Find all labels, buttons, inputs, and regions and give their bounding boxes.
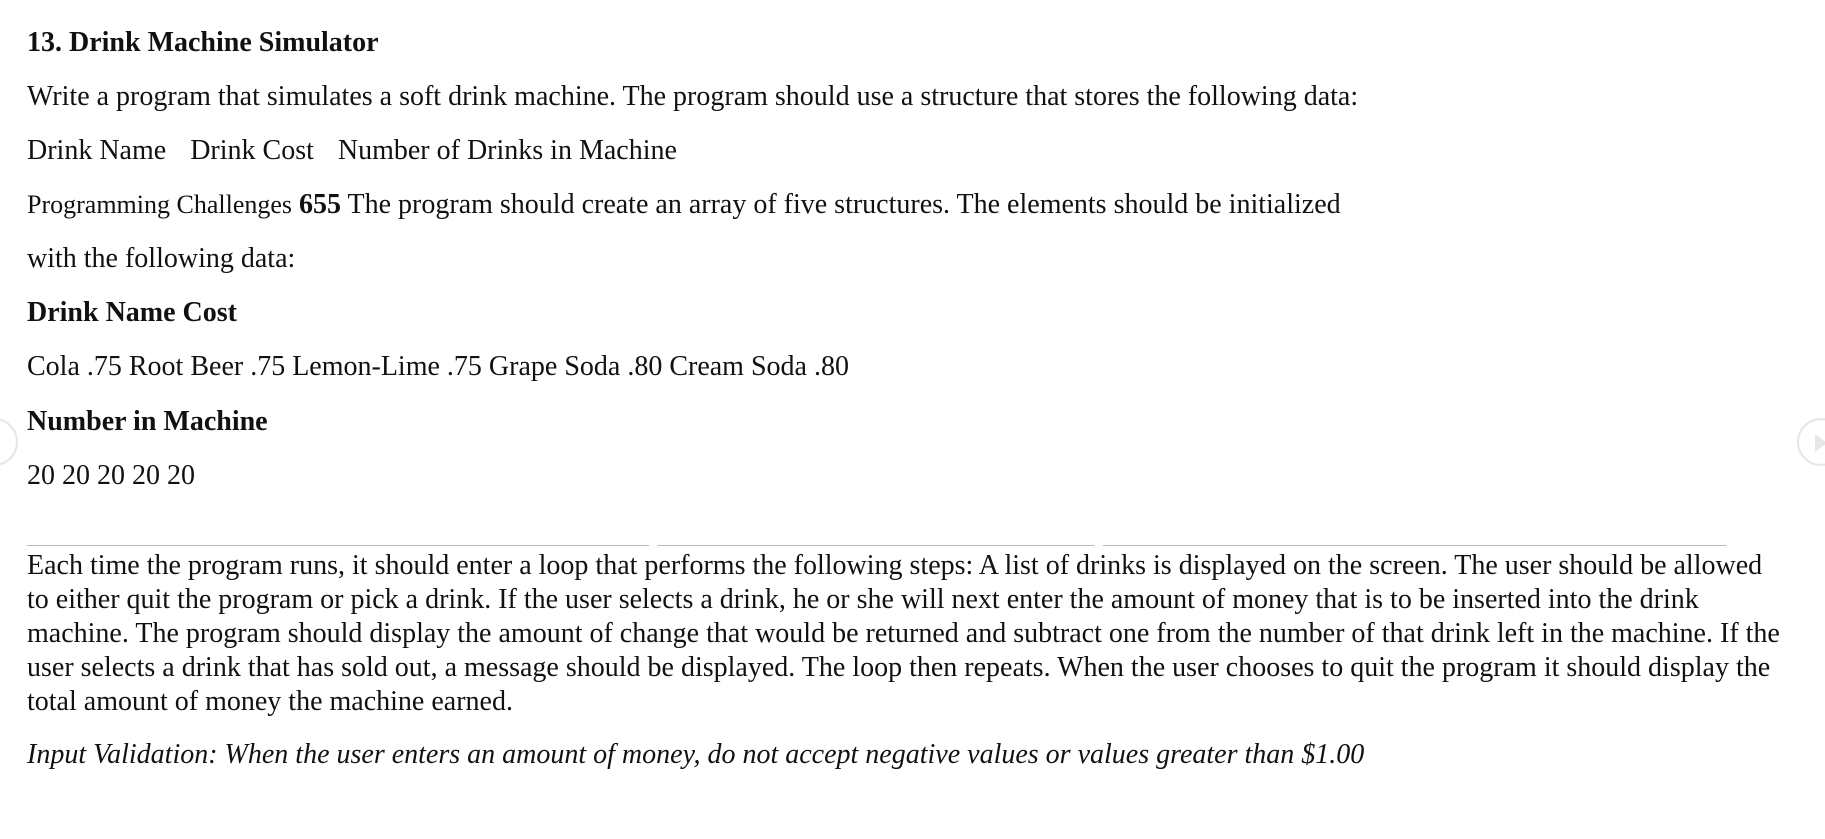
divider-rule <box>27 545 649 546</box>
drink-list: Cola .75 Root Beer .75 Lemon-Lime .75 Grape Soda .80 Cream Soda .80 <box>27 351 849 382</box>
running-header: Programming Challenges <box>27 190 293 219</box>
continuation-text: with the following data: <box>27 243 296 274</box>
page-number: 655 <box>299 189 342 220</box>
intro-text: Write a program that simulates a soft drink machine. The program should use a structure that stores the following data: <box>27 81 1359 112</box>
field-drink-cost: Drink Cost <box>190 135 314 166</box>
number-list: 20 20 20 20 20 <box>27 460 195 491</box>
page-header-line <box>27 189 1341 221</box>
drink-table-header: Drink Name Cost <box>27 297 237 328</box>
chevron-right-icon <box>1815 434 1825 452</box>
array-description: The program should create an array of five structures. The elements should be initialized <box>347 189 1341 220</box>
input-validation-note: Input Validation: When the user enters an amount of money, do not accept negative values or values greater than $1.00 <box>27 739 1365 770</box>
next-page-button[interactable] <box>1797 418 1825 466</box>
number-header: Number in Machine <box>27 406 268 437</box>
field-drink-name: Drink Name <box>27 135 167 166</box>
requirements-paragraph: Each time the program runs, it should enter a loop that performs the following steps: A list of drinks is displayed on the screen. The user should be allowed to either quit the program or pick a drink. If the user selects a drink, he or she will next enter the amount of money that is to be inserted into the drink machine. The program should display the amount of change that would be returned and subtract one from the number of that drink left in the machine. If the user selects a drink that has sold out, a message should be displayed. The loop then repeats. When the user chooses to quit the program it should display the total amount of money the machine earned. <box>27 550 1780 717</box>
divider-rule <box>658 545 1094 546</box>
structure-fields <box>27 135 677 167</box>
divider-rule <box>1103 545 1726 546</box>
field-number-of-drinks: Number of Drinks in Machine <box>337 135 677 166</box>
page-title: 13. Drink Machine Simulator <box>27 27 379 58</box>
previous-page-button[interactable] <box>0 418 18 466</box>
